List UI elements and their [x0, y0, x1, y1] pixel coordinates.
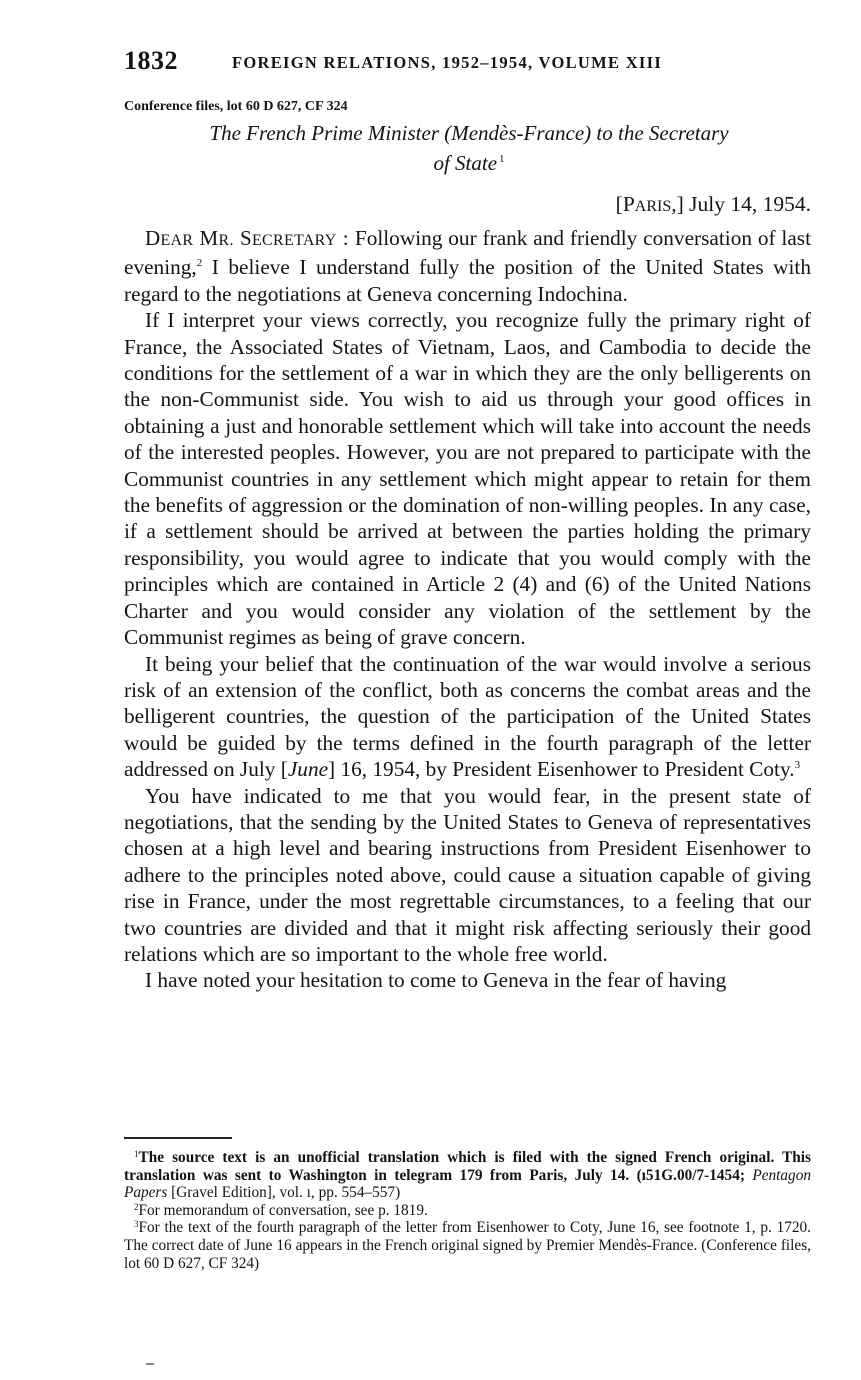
scan-mark — [146, 1363, 154, 1365]
paragraph-1-text-a: Following our frank and friendly conversation of last evening, — [124, 226, 812, 280]
footnote-1-marker: 1 — [134, 1149, 139, 1159]
paragraph-1-text-b: I believe I understand fully the position of the United States with regard to the negotiations at Geneva concerning Indochina. — [124, 255, 811, 306]
footnote-3 — [124, 1219, 811, 1272]
footnote-1-text-b: [Gravel Edition], vol. ı, pp. 554–557) — [167, 1184, 401, 1202]
footnotes — [124, 1149, 811, 1272]
salutation — [145, 226, 349, 250]
dateline-place-initial: P — [622, 192, 635, 216]
paragraph-2: If I interpret your views correctly, you recognize fully the primary right of France, the Associated States of Vietnam, Laos, and Cambodia to decide the conditions for the settlement of a war in which they are the only belligerents on the non-Communist side. You wish to aid us through your good offices in obtaining a just and honorable settlement which will take into account the needs of the interested peoples. However, you are not prepared to participate with the Communist countries in any settlement which might appear to retain for them the benefits of aggression or the domination of non-willing peoples. In any case, if a settlement should be arrived at between the parties holding the primary responsibility, you would agree to indicate that you would comply with the principles which are contained in Article 2 (4) and (6) of the United Nations Charter and you would consider any violation of the settlement by the Communist regimes as being of grave concern. — [124, 308, 811, 650]
dateline-rest: ,] July 14, 1954. — [671, 192, 811, 216]
footnote-2-text: For memorandum of conversation, see p. 1819. — [138, 1201, 428, 1219]
running-title: FOREIGN RELATIONS, 1952–1954, VOLUME XIII — [232, 53, 663, 72]
paragraph-5: I have noted your hesitation to come to Geneva in the fear of having — [145, 968, 727, 993]
paragraph-3-text-a: It being your belief that the continuation of the war would involve a serious risk of an extension of the conflict, both as concerns the combat areas and the belligerent countries, the question of the participation of the United States would be guided by the terms defined in the fourth paragraph of the letter addressed on July [ — [124, 651, 811, 782]
footnote-3-text: For the text of the fourth paragraph of the letter from Eisenhower to Coty, June 16, see footnote 1, p. 1720. The correct date of June 16 appears in the French original signed by Premier Mendès-France. (Conference files, lot 60 D 627, CF 324) — [124, 1219, 811, 1272]
footnote-1-text-a: The source text is an unofficial translation which is filed with the signed French original. This translation was sent to Washington in telegram 179 from Paris, July 14. (ı51G.00/7-1454; — [124, 1149, 811, 1184]
source-citation: Conference files, lot 60 D 627, CF 324 — [124, 99, 348, 114]
dateline-bracket: [ — [615, 192, 623, 216]
page-number: 1832 — [124, 46, 178, 75]
footnote-2-marker: 2 — [134, 1201, 139, 1212]
salutation-ear: EAR — [160, 232, 194, 249]
dateline-place-rest: ARIS — [634, 198, 672, 215]
letter-body — [124, 225, 811, 994]
salutation-d: D — [145, 226, 161, 250]
salutation-m: M — [199, 226, 219, 250]
document-title-line-1: The French Prime Minister (Mendès-France) to the Secretary — [209, 121, 729, 145]
salutation-colon: : — [336, 226, 349, 250]
footnote-1-italic: Pentagon Papers — [124, 1166, 811, 1202]
footnote-ref-2: 2 — [196, 257, 203, 270]
running-header — [124, 46, 814, 82]
footnote-ref-3: 3 — [794, 759, 801, 772]
salutation-s: S — [239, 226, 252, 250]
footnote-rule — [124, 1137, 232, 1139]
footnote-2 — [124, 1202, 811, 1220]
paragraph-3-june: June — [287, 757, 329, 782]
footnote-1 — [124, 1149, 811, 1202]
document-title-line-2 — [124, 146, 814, 176]
salutation-ecretary: ECRETARY — [251, 232, 337, 249]
paragraph-1 — [124, 225, 811, 307]
paragraph-3 — [124, 651, 811, 783]
footnote-3-marker: 3 — [134, 1219, 139, 1230]
document-title-line-2-text: of State — [433, 151, 498, 175]
document-title — [124, 120, 814, 176]
footnote-ref-1: 1 — [499, 153, 505, 165]
dateline — [616, 192, 811, 217]
paragraph-3-text-b: ] 16, 1954, by President Eisenhower to President Coty. — [328, 757, 795, 782]
paragraph-4: You have indicated to me that you would fear, in the present state of negotiations, that the sending by the United States to Geneva of representatives chosen at a high level and bearing instructions from President Eisenhower to adhere to the principles noted above, could cause a situation capable of giving rise in France, under the most regrettable circumstances, to a feeling that our two countries are divided and that it might risk affecting seriously their good relations which are so important to the whole free world. — [124, 783, 811, 966]
salutation-r: R. — [218, 232, 234, 249]
